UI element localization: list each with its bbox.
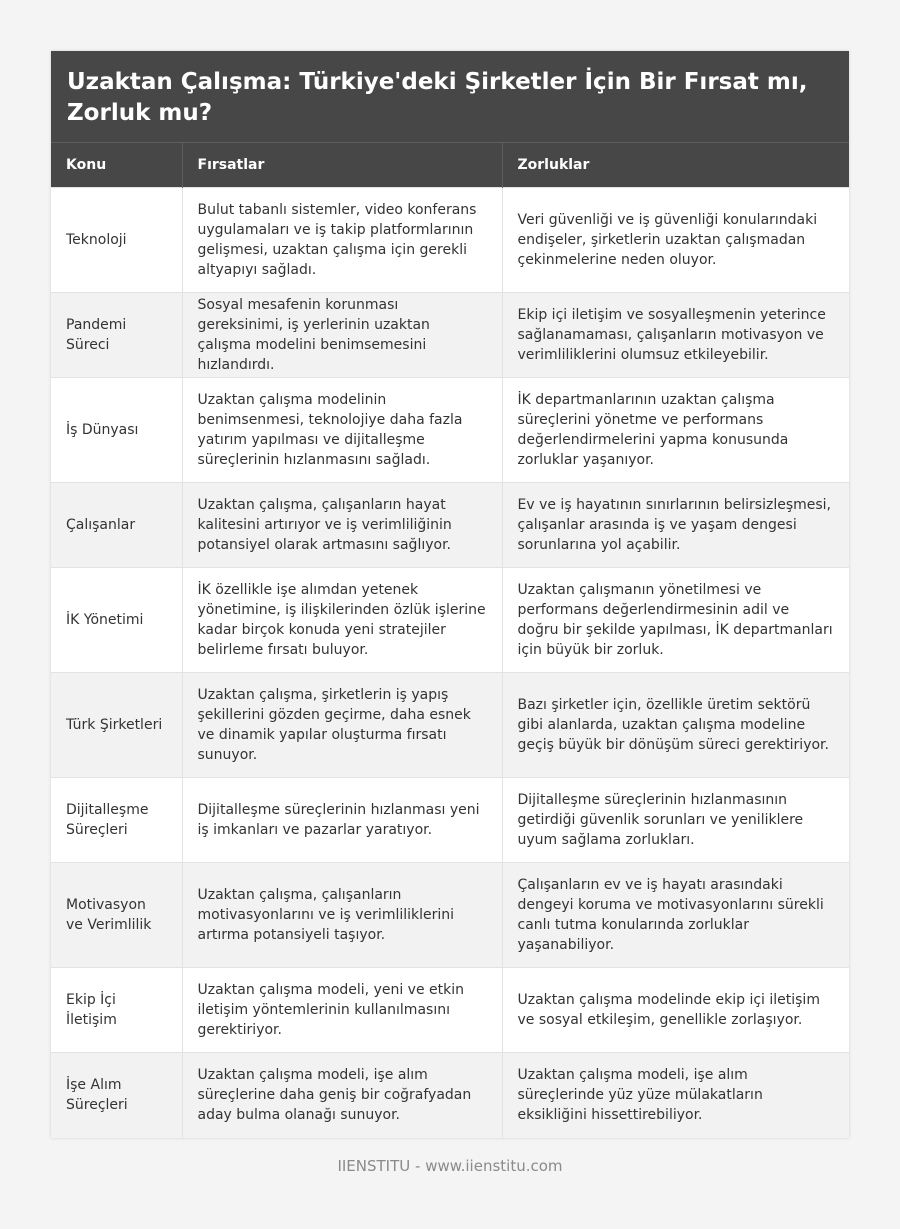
table-row xyxy=(51,188,849,293)
cell-firsatlar: Dijitalleşme süreçlerinin hızlanması yeni iş imkanları ve pazarlar yaratıyor. xyxy=(182,778,502,863)
cell-firsatlar: Uzaktan çalışma, şirketlerin iş yapış şekillerini gözden geçirme, daha esnek ve dinamik yapılar oluşturma fırsatı sunuyor. xyxy=(182,673,502,778)
cell-firsatlar: Uzaktan çalışma, çalışanların hayat kalitesini artırıyor ve iş verimliliğinin potansiyel olarak artmasını sağlıyor. xyxy=(182,483,502,568)
cell-firsatlar: İK özellikle işe alımdan yetenek yönetimine, iş ilişkilerinden özlük işlerine kadar birçok konuda yeni stratejiler belirleme fırsatı buluyor. xyxy=(182,568,502,673)
table-row xyxy=(51,483,849,568)
cell-firsatlar: Bulut tabanlı sistemler, video konferans uygulamaları ve iş takip platformlarının gelişmesi, uzaktan çalışma için gerekli altyapıyı sağladı. xyxy=(182,188,502,293)
header-zorluklar: Zorluklar xyxy=(502,143,849,188)
table-header-row xyxy=(51,143,849,188)
cell-konu: Çalışanlar xyxy=(51,483,182,568)
header-konu: Konu xyxy=(51,143,182,188)
cell-firsatlar: Uzaktan çalışma modeli, işe alım süreçlerine daha geniş bir coğrafyadan aday bulma olanağı sunuyor. xyxy=(182,1053,502,1138)
header-firsatlar: Fırsatlar xyxy=(182,143,502,188)
table-row xyxy=(51,1053,849,1138)
cell-konu: Türk Şirketleri xyxy=(51,673,182,778)
table-row xyxy=(51,378,849,483)
table-row xyxy=(51,863,849,968)
cell-konu: Dijitalleşme Süreçleri xyxy=(51,778,182,863)
cell-firsatlar: Uzaktan çalışma modelinin benimsenmesi, teknolojiye daha fazla yatırım yapılması ve dijitalleşme süreçlerinin hızlanmasını sağladı. xyxy=(182,378,502,483)
cell-konu: Motivasyon ve Verimlilik xyxy=(51,863,182,968)
page-title: Uzaktan Çalışma: Türkiye'deki Şirketler İçin Bir Fırsat mı, Zorluk mu? xyxy=(51,51,849,142)
cell-firsatlar: Uzaktan çalışma, çalışanların motivasyonlarını ve iş verimliliklerini artırma potansiyeli taşıyor. xyxy=(182,863,502,968)
table-row xyxy=(51,968,849,1053)
cell-firsatlar: Sosyal mesafenin korunması gereksinimi, iş yerlerinin uzaktan çalışma modelini benimsemesini hızlandırdı. xyxy=(182,293,502,378)
cell-zorluklar: Uzaktan çalışma modeli, işe alım süreçlerinde yüz yüze mülakatların eksikliğini hissettirebiliyor. xyxy=(502,1053,849,1138)
cell-zorluklar: Ekip içi iletişim ve sosyalleşmenin yeterince sağlanamaması, çalışanların motivasyon ve verimliliklerini olumsuz etkileyebilir. xyxy=(502,293,849,378)
cell-konu: İK Yönetimi xyxy=(51,568,182,673)
cell-konu: İşe Alım Süreçleri xyxy=(51,1053,182,1138)
table-card xyxy=(51,51,849,1138)
cell-zorluklar: İK departmanlarının uzaktan çalışma süreçlerini yönetme ve performans değerlendirmelerini yapma konusunda zorluklar yaşanıyor. xyxy=(502,378,849,483)
cell-zorluklar: Veri güvenliği ve iş güvenliği konularındaki endişeler, şirketlerin uzaktan çalışmadan çekinmelerine neden oluyor. xyxy=(502,188,849,293)
cell-konu: Pandemi Süreci xyxy=(51,293,182,378)
footer-credit: IIENSTITU - www.iienstitu.com xyxy=(337,1157,563,1175)
table-row xyxy=(51,778,849,863)
cell-zorluklar: Dijitalleşme süreçlerinin hızlanmasının getirdiği güvenlik sorunları ve yeniliklere uyum sağlama zorlukları. xyxy=(502,778,849,863)
comparison-table xyxy=(51,142,849,1138)
cell-zorluklar: Uzaktan çalışmanın yönetilmesi ve performans değerlendirmesinin adil ve doğru bir şekilde yapılması, İK departmanları için büyük bir zorluk. xyxy=(502,568,849,673)
table-row xyxy=(51,293,849,378)
cell-konu: İş Dünyası xyxy=(51,378,182,483)
cell-zorluklar: Uzaktan çalışma modelinde ekip içi iletişim ve sosyal etkileşim, genellikle zorlaşıyor. xyxy=(502,968,849,1053)
cell-zorluklar: Bazı şirketler için, özellikle üretim sektörü gibi alanlarda, uzaktan çalışma modeline geçiş büyük bir dönüşüm süreci gerektiriyor. xyxy=(502,673,849,778)
cell-konu: Teknoloji xyxy=(51,188,182,293)
table-row xyxy=(51,568,849,673)
cell-zorluklar: Ev ve iş hayatının sınırlarının belirsizleşmesi, çalışanlar arasında iş ve yaşam dengesi sorunlarına yol açabilir. xyxy=(502,483,849,568)
table-row xyxy=(51,673,849,778)
cell-konu: Ekip İçi İletişim xyxy=(51,968,182,1053)
cell-firsatlar: Uzaktan çalışma modeli, yeni ve etkin iletişim yöntemlerinin kullanılmasını gerektiriyor. xyxy=(182,968,502,1053)
cell-zorluklar: Çalışanların ev ve iş hayatı arasındaki dengeyi koruma ve motivasyonlarını sürekli canlı tutma konularında zorluklar yaşanabiliyor. xyxy=(502,863,849,968)
